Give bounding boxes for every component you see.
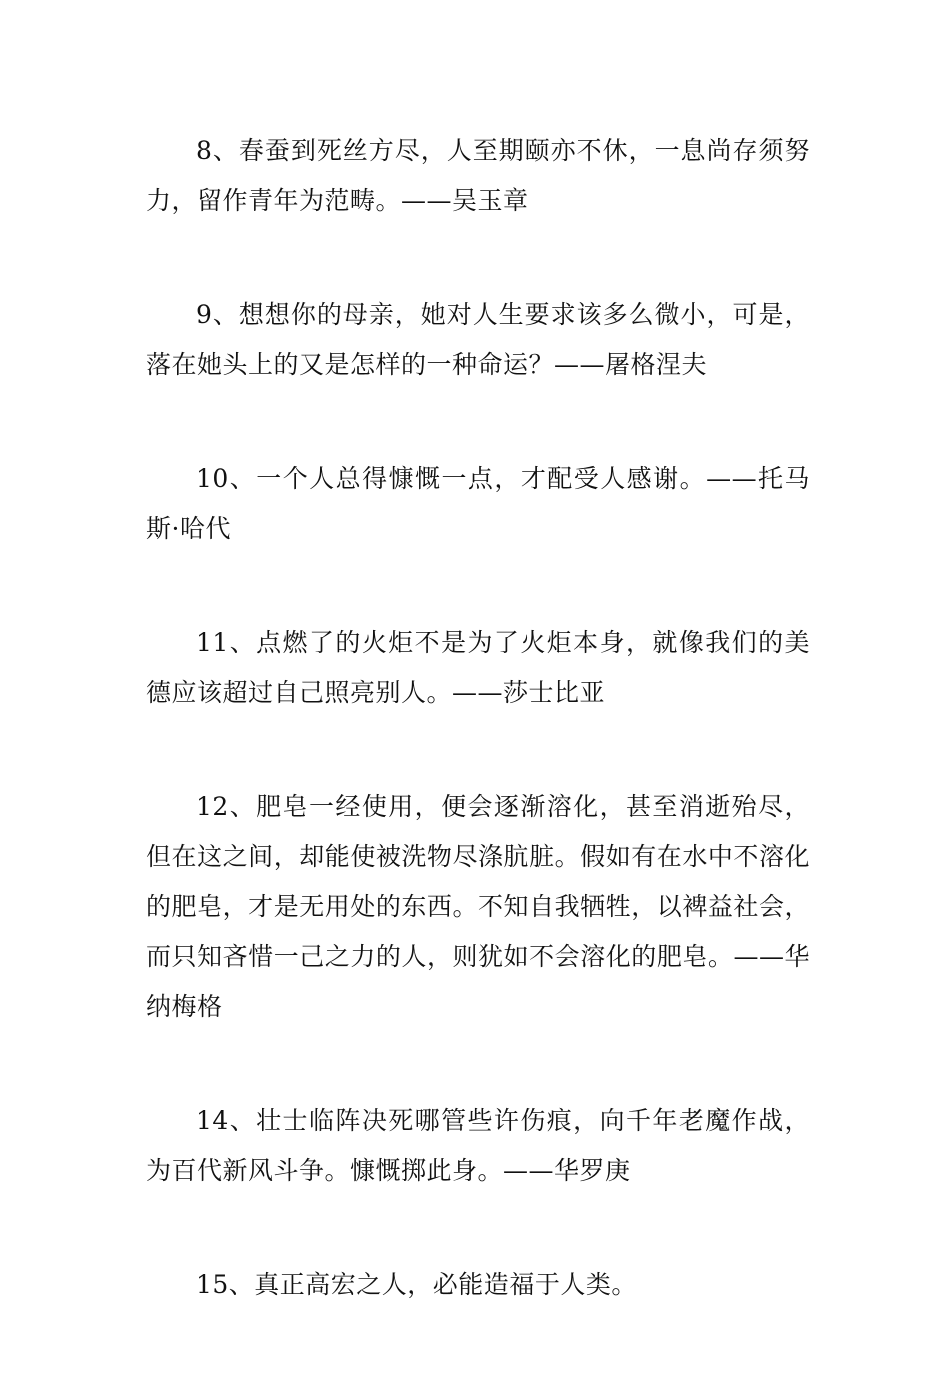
quote-paragraph-10: 10、一个人总得慷慨一点，才配受人感谢。——托马斯·哈代 (146, 464, 810, 543)
quote-paragraph-8: 8、春蚕到死丝方尽，人至期颐亦不休，一息尚存须努力，留作青年为范畴。——吴玉章 (146, 136, 810, 215)
quote-paragraph-15: 15、真正高宏之人，必能造福于人类。 (196, 1270, 637, 1299)
quote-paragraph-14: 14、壮士临阵决死哪管些许伤痕，向千年老魔作战，为百代新风斗争。慷慨掷此身。——华罗庚 (146, 1106, 810, 1185)
quote-paragraph-12: 12、肥皂一经使用，便会逐渐溶化，甚至消逝殆尽，但在这之间，却能使被洗物尽涤肮脏。假如有在水中不溶化的肥皂，才是无用处的东西。不知自我牺牲，以裨益社会，而只知吝惜一己之力的人，则犹如不会溶化的肥皂。——华纳梅格 (146, 792, 810, 1021)
quote-paragraph-11: 11、点燃了的火炬不是为了火炬本身，就像我们的美德应该超过自己照亮别人。——莎士比亚 (146, 628, 810, 707)
quote-paragraph-9: 9、想想你的母亲，她对人生要求该多么微小，可是，落在她头上的又是怎样的一种命运？——屠格涅夫 (146, 300, 810, 379)
quote-list (146, 126, 810, 1374)
